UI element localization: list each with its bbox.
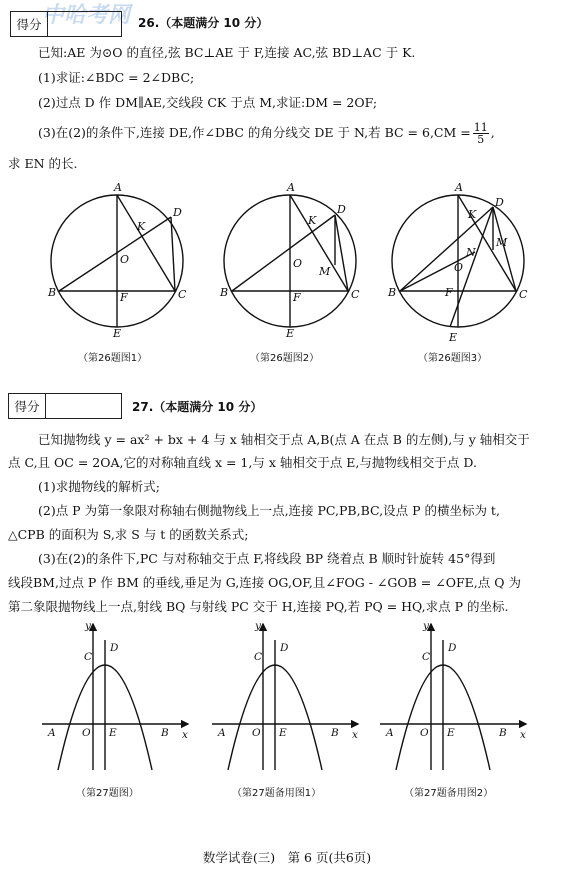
label-O: O [82,727,91,739]
label-B: B [220,286,229,299]
score-value-cell [46,394,121,418]
fraction-11-5 [473,122,489,145]
q26-caption-1: （第26题图1） [78,353,148,364]
label-B: B [48,286,57,299]
q26-figures [40,180,560,370]
q27-score-box [8,393,122,419]
label-N: N [466,246,476,259]
q27-part3a: (3)在(2)的条件下,PC 与对称轴交于点 F,将线段 BP 绕着点 B 顺时针旋转 45°得到 [38,551,496,566]
q27-part2a: (2)点 P 为第一象限对称轴右侧抛物线上一点,连接 PC,PB,BC,设点 P 的横坐标为 t, [38,503,500,518]
label-A: A [455,181,463,194]
label-D: D [337,203,346,216]
label-A: A [114,181,122,194]
label-D: D [495,196,504,209]
label-A: A [48,727,56,739]
label-F: F [293,291,301,304]
label-A: A [287,181,295,194]
label-C: C [519,288,528,301]
label-M: M [496,236,508,249]
label-D: D [173,206,182,219]
q27-line1: 已知抛物线 y = ax² + bx + 4 与 x 轴相交于点 A,B(点 A 在点 B 的左侧),与 y 轴相交于 [38,432,530,447]
label-B: B [499,727,507,739]
axis-label-y: y [423,620,429,632]
q26-header: 26.（本题满分 10 分） [138,16,269,30]
label-F: F [445,286,453,299]
q26-part3-line2: 求 EN 的长. [8,156,78,171]
label-F: F [120,291,128,304]
label-A: A [218,727,226,739]
q26-part2: (2)过点 D 作 DM∥AE,交线段 CK 于点 M,求证:DM = 2OF; [38,95,378,110]
label-E: E [449,331,458,344]
label-A: A [386,727,394,739]
score-label: 得分 [11,12,48,36]
q26-part3-post: , [490,125,495,140]
axis-label-y: y [85,620,91,632]
label-C: C [351,288,360,301]
q26-part3-text: (3)在(2)的条件下,连接 DE,作∠DBC 的角分线交 DE 于 N,若 BC = 6,CM = [38,125,471,140]
q27-header: 27.（本题满分 10 分） [132,400,263,414]
watermark-text: 中哈考网 [42,3,131,28]
label-C: C [178,288,187,301]
q27-caption-2: （第27题备用图1） [232,788,322,799]
label-O: O [454,261,464,274]
label-E: E [113,327,122,340]
label-M: M [319,265,331,278]
label-B: B [388,286,397,299]
q27-part3b: 线段BM,过点 P 作 BM 的垂线,垂足为 G,连接 OG,OF,且∠FOG - ∠GOB = ∠OFE,点 Q 为 [8,575,521,590]
label-O: O [120,253,130,266]
q27-caption-3: （第27题备用图2） [404,788,494,799]
q27-part2b: △CPB 的面积为 S,求 S 与 t 的函数关系式; [8,527,249,542]
label-C: C [84,651,93,663]
label-B: B [161,727,169,739]
label-E: E [447,727,455,739]
q26-part1: (1)求证:∠BDC = 2∠DBC; [38,70,195,85]
label-E: E [279,727,287,739]
label-K: K [468,208,477,221]
fraction-numerator: 11 [473,121,488,134]
page-footer: 数学试卷(三) 第 6 页(共6页) [202,850,372,865]
label-O: O [252,727,261,739]
q27-caption-1: （第27题图） [76,788,139,799]
label-E: E [109,727,117,739]
axis-label-x: x [520,729,526,741]
q27-figures [30,620,550,780]
q27-line2: 点 C,且 OC = 2OA,它的对称轴直线 x = 1,与 x 轴相交于点 E,与抛物线相交于点 D. [8,455,477,470]
q26-line1: 已知:AE 为⊙O 的直径,弦 BC⊥AE 于 F,连接 AC,弦 BD⊥AC 于 K. [38,45,416,60]
label-E: E [286,327,295,340]
axis-label-x: x [352,729,358,741]
score-label: 得分 [9,394,46,418]
label-D: D [280,642,289,654]
q27-part1: (1)求抛物线的解析式; [38,479,160,494]
label-B: B [331,727,339,739]
q26-caption-3: （第26题图3） [418,353,488,364]
q26-caption-2: （第26题图2） [250,353,320,364]
label-O: O [420,727,429,739]
label-D: D [110,642,119,654]
score-value-cell [48,12,121,36]
label-C: C [422,651,431,663]
q26-part3 [38,122,495,145]
label-K: K [308,214,317,227]
label-D: D [448,642,457,654]
q27-part3c: 第二象限抛物线上一点,射线 BQ 与射线 PC 交于 H,连接 PQ,若 PQ = HQ,求点 P 的坐标. [8,599,509,614]
label-C: C [254,651,263,663]
fraction-denominator: 5 [477,133,485,146]
label-O: O [293,257,303,270]
label-K: K [137,220,146,233]
axis-label-x: x [182,729,188,741]
axis-label-y: y [255,620,261,632]
q26-score-box [10,11,122,37]
q26-figure-1 [51,195,183,327]
